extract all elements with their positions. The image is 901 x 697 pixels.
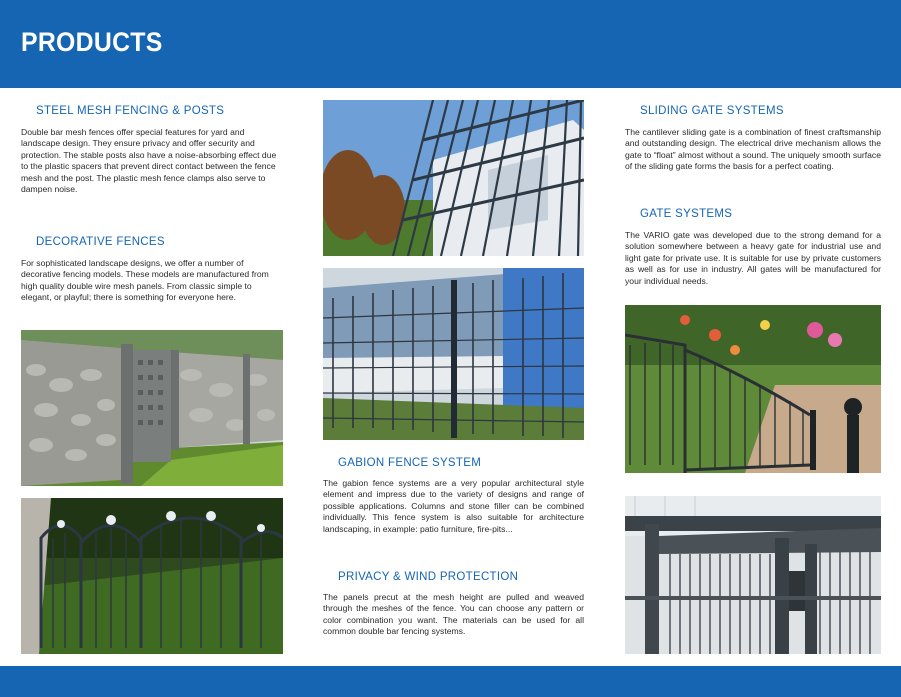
- decorative-fence-photo: [21, 498, 283, 654]
- gate-systems-heading: GATE SYSTEMS: [640, 208, 733, 220]
- steel-mesh-heading: STEEL MESH FENCING & POSTS: [36, 105, 225, 117]
- industrial-gate-photo: [625, 496, 881, 654]
- sliding-gate-text: The cantilever sliding gate is a combination of finest craftsmanship and outstanding design. The electrical drive mechanism allows the gate to “float” almost without a sound. The uniquely smooth surface of the sliding gate forms the basis for a perfect coating.: [625, 127, 881, 172]
- mesh-fence-sky-photo: [323, 100, 584, 256]
- steel-mesh-text: Double bar mesh fences offer special features for yard and landscape design. They ensure privacy and offer security and protection. The stable posts also have a noise-absorbing effect due to the plastic spacers that prevent direct contact between the fence mesh and the post. The plastic mesh fence clamps also serve to dampen noise.: [21, 127, 277, 195]
- decorative-text: For sophisticated landscape designs, we offer a number of decorative fencing models. These models are manufactured from high quality double wire mesh panels. From classic simple to elegant, or playful; there is something for everyone here.: [21, 258, 269, 303]
- privacy-text: The panels precut at the mesh height are pulled and weaved through the meshes of the fence. You can choose any pattern or color combination you want. The materials can be used for all common double bar fencing systems.: [323, 592, 584, 637]
- page-title: PRODUCTS: [21, 27, 163, 57]
- sliding-gate-heading: SLIDING GATE SYSTEMS: [640, 105, 784, 117]
- gabion-text: The gabion fence systems are a very popular architectural style element and impress due to the variety of designs and range of possible applications. Columns and stone filler can be combined individually. This fence system is also suitable for architecture landscaping, in example: patio furniture, fire-pits...: [323, 478, 584, 534]
- privacy-heading: PRIVACY & WIND PROTECTION: [338, 571, 519, 583]
- footer-bar: [0, 666, 901, 697]
- header-banner: [0, 0, 901, 88]
- mesh-fence-building-photo: [323, 268, 584, 440]
- decorative-heading: DECORATIVE FENCES: [36, 236, 165, 248]
- gabion-fence-photo: [21, 330, 283, 486]
- garden-gate-photo: [625, 305, 881, 473]
- gate-systems-text: The VARIO gate was developed due to the strong demand for a solution somewhere between a heavy gate for industrial use and light gate for private use. It is suitable for use by private customers as well as for use in industry. All gates will be manufactured for your individual needs.: [625, 230, 881, 286]
- gabion-heading: GABION FENCE SYSTEM: [338, 457, 482, 469]
